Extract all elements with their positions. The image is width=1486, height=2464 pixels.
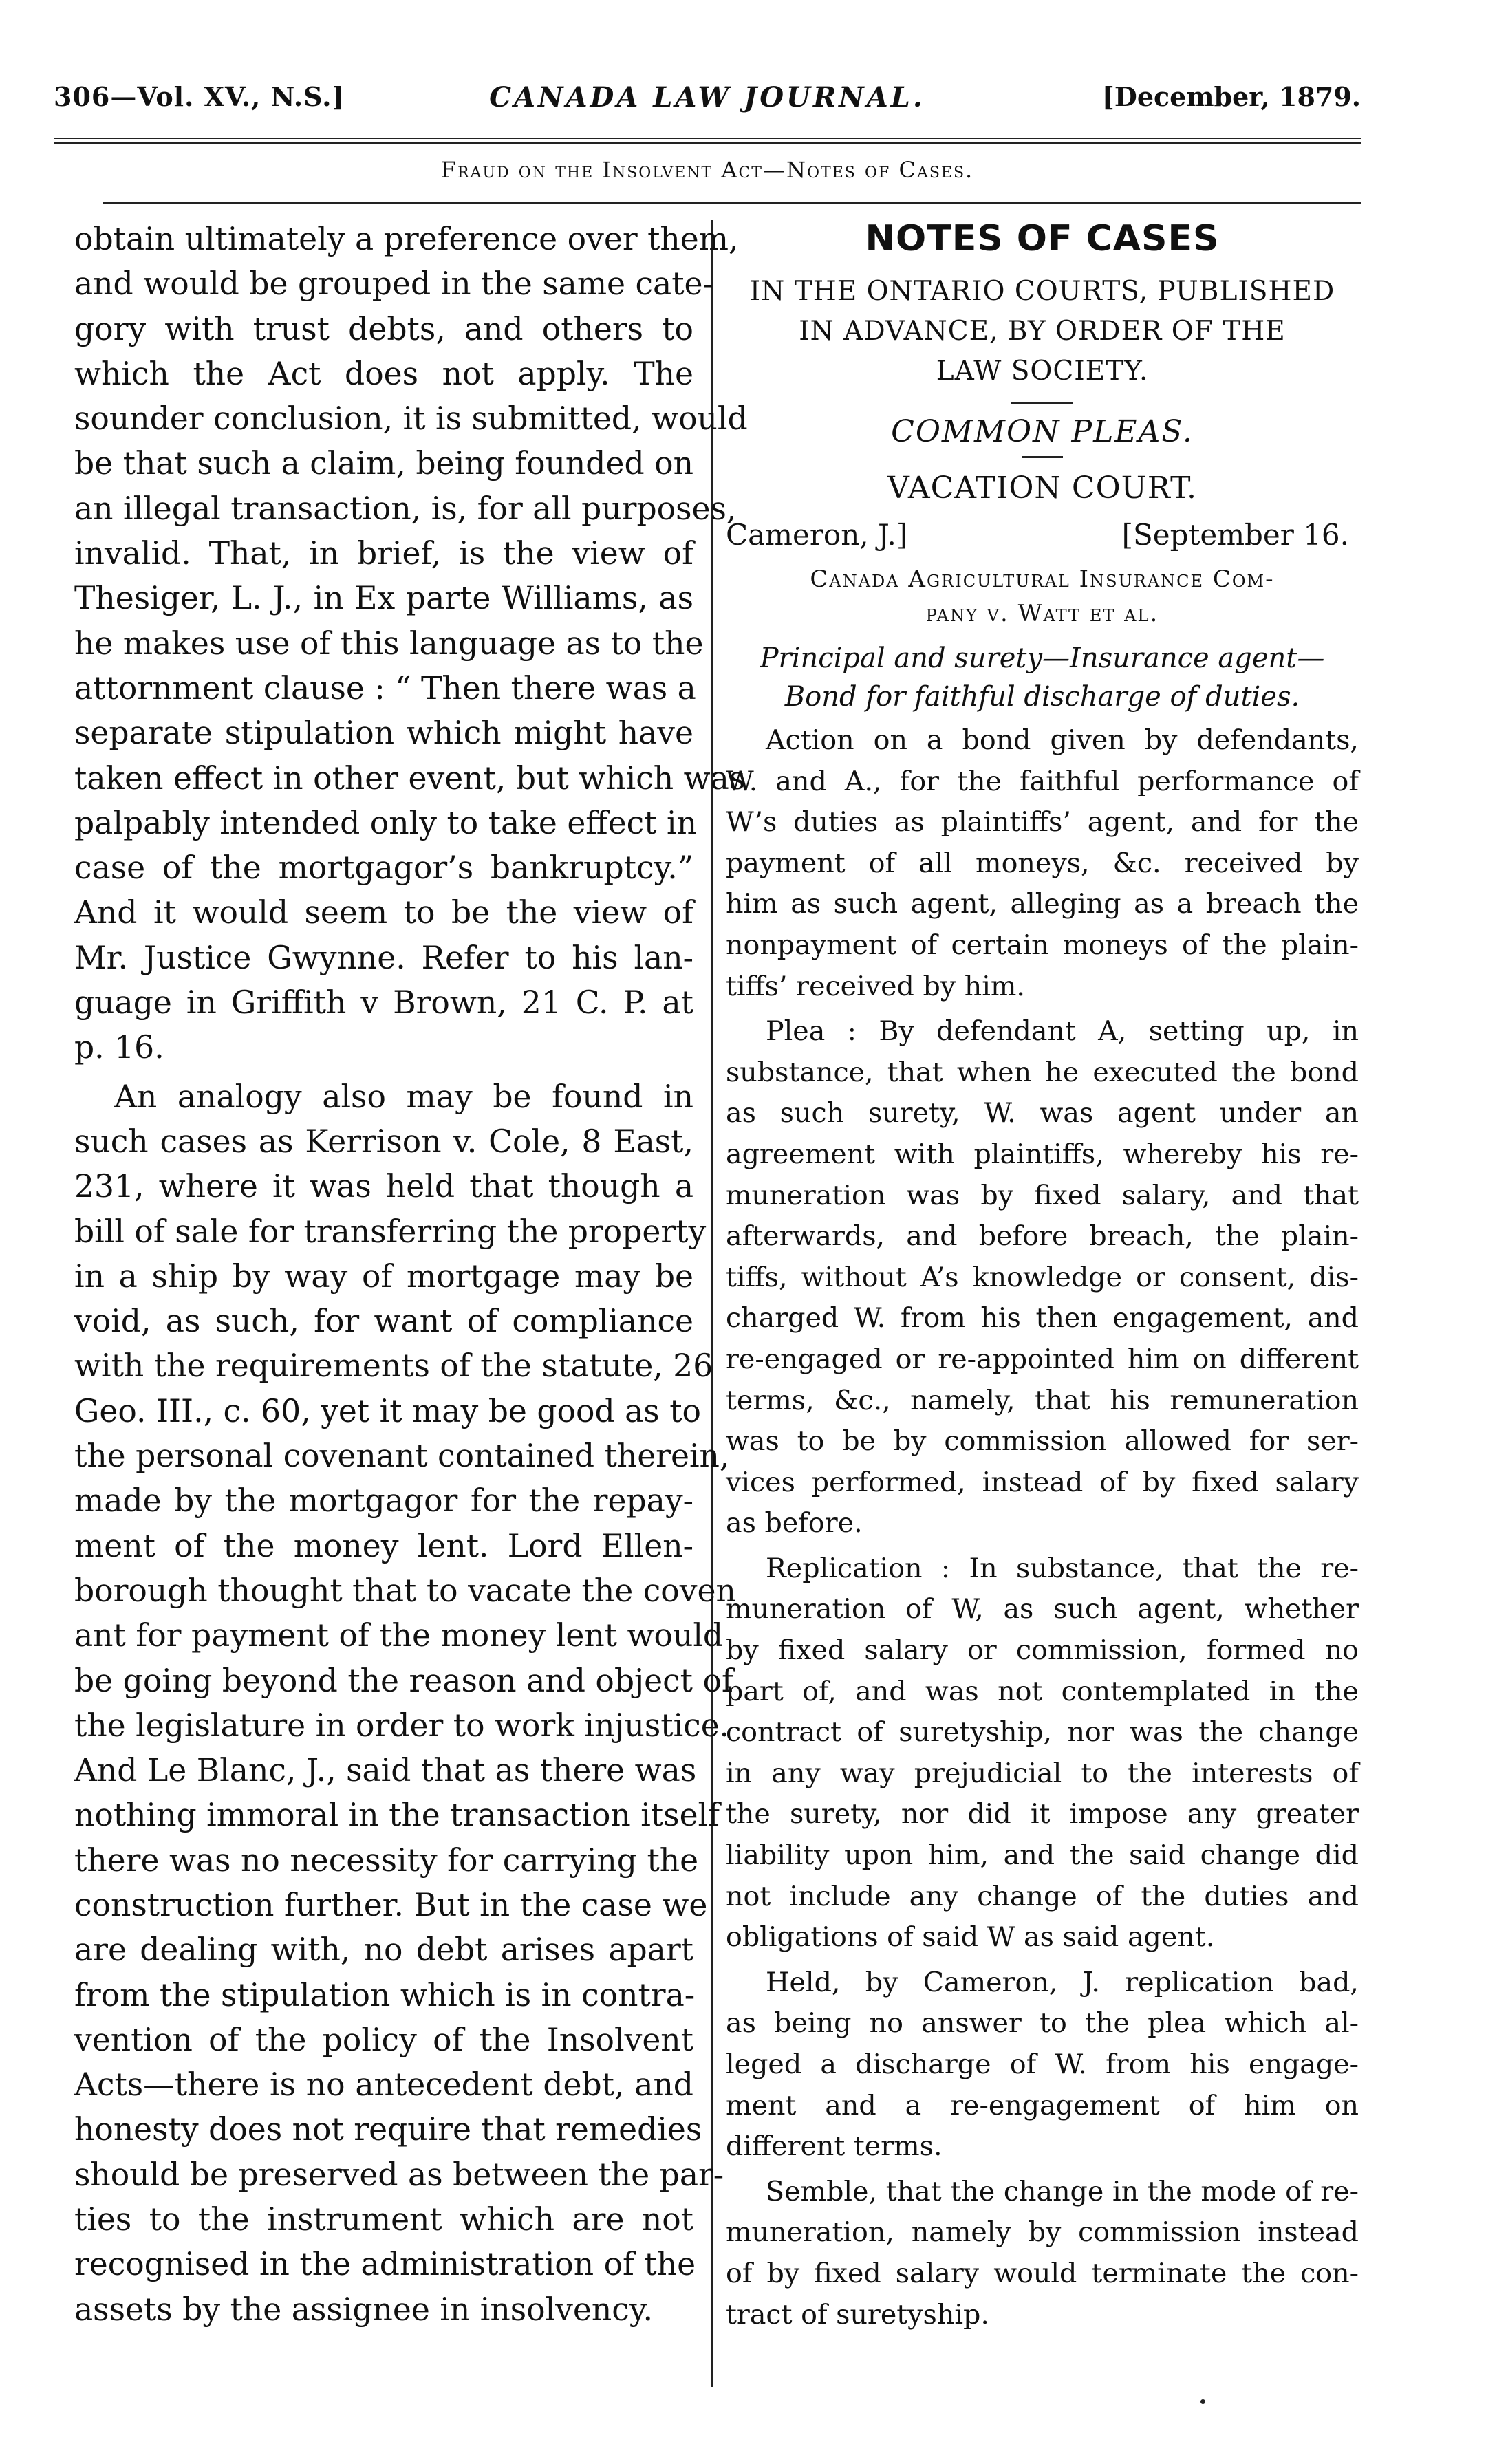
judge-name: Cameron, J.] (726, 518, 908, 552)
text-line: contract of suretyship, nor was the change (726, 1716, 1359, 1749)
text-line: an illegal transaction, is, for all purposes, (74, 490, 737, 527)
short-rule (1022, 456, 1063, 458)
text-line: tiffs, without A’s knowledge or consent, dis- (726, 1261, 1359, 1293)
short-rule (1011, 402, 1073, 404)
text-line: Acts—there is no antecedent debt, and (74, 2066, 693, 2104)
text-line: Replication : In substance, that the re- (766, 1552, 1359, 1584)
headnote-line: Bond for faithful discharge of duties. (784, 681, 1300, 713)
text-line: liability upon him, and the said change did (726, 1839, 1359, 1872)
text-line: nothing immoral in the transaction itself (74, 1797, 720, 1834)
text-line: void, as such, for want of compliance (74, 1303, 693, 1340)
text-line: An analogy also may be found in (114, 1078, 693, 1115)
text-line: muneration, namely by commission instead (726, 2216, 1359, 2249)
text-line: be that such a claim, being founded on (74, 445, 693, 482)
text-line: him as such agent, alleging as a breach the (726, 888, 1359, 920)
text-line: different terms. (726, 2130, 943, 2163)
text-line: tiffs’ received by him. (726, 970, 1025, 1002)
text-line: of by fixed salary would terminate the con- (726, 2257, 1359, 2289)
page-mark (1200, 2399, 1205, 2404)
text-line: Mr. Justice Gwynne. Refer to his lan- (74, 939, 693, 976)
text-line: he makes use of this language as to the (74, 625, 704, 662)
text-line: Semble, that the change in the mode of re- (766, 2175, 1359, 2207)
text-line: as being no answer to the plea which al- (726, 2007, 1359, 2040)
text-line: tract of suretyship. (726, 2298, 989, 2331)
decision-date: [September 16. (1121, 518, 1349, 552)
text-line: the personal covenant contained therein, (74, 1438, 730, 1475)
text-line: borough thought that to vacate the coven (74, 1572, 736, 1609)
text-line: muneration was by fixed salary, and that (726, 1179, 1359, 1211)
text-line: Geo. III., c. 60, yet it may be good as to (74, 1392, 701, 1429)
text-line: recognised in the administration of the (74, 2246, 696, 2283)
text-line: as such surety, W. was agent under an (726, 1097, 1359, 1130)
text-line: Thesiger, L. J., in Ex parte Williams, as (74, 580, 693, 617)
text-line: be going beyond the reason and object of (74, 1662, 733, 1699)
volume-label: 306—Vol. XV., N.S.] (54, 81, 345, 112)
text-line: vention of the policy of the Insolvent (74, 2021, 693, 2058)
headnote-line: Principal and surety—Insurance agent— (760, 642, 1325, 674)
paragraph-continuation (74, 217, 748, 1070)
text-line: should be preserved as between the par- (74, 2156, 724, 2193)
text-line: ment of the money lent. Lord Ellen- (74, 1527, 693, 1564)
left-column (74, 217, 748, 2332)
text-line: terms, &c., namely, that his remuneration (726, 1384, 1359, 1416)
text-line: And it would seem to be the view of (74, 894, 693, 931)
judge-date-line (726, 518, 1359, 558)
text-line: the legislature in order to work injustice. (74, 1707, 730, 1744)
text-line: not include any change of the duties and (726, 1880, 1359, 1912)
text-line: by fixed salary or commission, formed no (726, 1634, 1359, 1667)
text-line: agreement with plaintiffs, whereby his re- (726, 1138, 1359, 1170)
section-rule (103, 202, 1361, 204)
subtitle-line: IN THE ONTARIO COURTS, PUBLISHED (749, 276, 1335, 307)
text-line: made by the mortgagor for the repay- (74, 1482, 693, 1520)
text-line: in any way prejudicial to the interests of (726, 1757, 1359, 1789)
notes-title: NOTES OF CASES (865, 218, 1220, 259)
text-line: Plea : By defendant A, setting up, in (766, 1015, 1359, 1048)
right-column (726, 217, 1359, 2335)
text-line: charged W. from his then engagement, and (726, 1302, 1359, 1334)
text-line: with the requirements of the statute, 26 (74, 1348, 713, 1385)
text-line: vices performed, instead of by fixed salary (726, 1466, 1359, 1498)
running-header (54, 81, 1361, 129)
text-line: re-engaged or re-appointed him on different (726, 1343, 1359, 1375)
text-line: assets by the assignee in insolvency. (74, 2291, 653, 2328)
text-line: p. 16. (74, 1029, 164, 1066)
column-divider (711, 220, 713, 2387)
text-line: obligations of said W as said agent. (726, 1921, 1215, 1954)
text-line: 231, where it was held that though a (74, 1168, 693, 1205)
header-rule (54, 138, 1361, 144)
subcourt-heading: VACATION COURT. (887, 471, 1197, 506)
text-line: obtain ultimately a preference over them, (74, 221, 739, 257)
text-line: bill of sale for transferring the property (74, 1213, 707, 1250)
text-line: muneration of W, as such agent, whether (726, 1593, 1359, 1625)
text-line: W’s duties as plaintiffs’ agent, and for the (726, 806, 1359, 839)
text-line: W. and A., for the faithful performance of (726, 765, 1359, 797)
text-line: gory with trust debts, and others to (74, 310, 693, 347)
text-line: which the Act does not apply. The (74, 355, 693, 392)
text-line: the surety, nor did it impose any greater (726, 1798, 1359, 1830)
section-heading: Fraud on the Insolvent Act—Notes of Cases. (440, 157, 974, 183)
text-line: are dealing with, no debt arises apart (74, 1932, 693, 1969)
paragraph-semble (726, 2172, 1359, 2335)
text-line: ment and a re-engagement of him on (726, 2089, 1359, 2121)
text-line: construction further. But in the case we (74, 1886, 708, 1923)
text-line: nonpayment of certain moneys of the plain- (726, 929, 1359, 961)
text-line: payment of all moneys, &c. received by (726, 847, 1359, 879)
text-line: part of, and was not contemplated in the (726, 1675, 1359, 1707)
case-title-line: Canada Agricultural Insurance Com- (810, 565, 1275, 593)
text-line: there was no necessity for carrying the (74, 1841, 699, 1879)
issue-date: [December, 1879. (1101, 81, 1361, 112)
case-title (726, 562, 1359, 631)
subtitle-line: LAW SOCIETY. (936, 356, 1149, 387)
court-heading: COMMON PLEAS. (891, 414, 1194, 449)
text-line: leged a discharge of W. from his engage- (726, 2049, 1359, 2080)
paragraph-action (726, 720, 1359, 1007)
paragraph-analogy (74, 1074, 736, 2332)
text-line: Held, by Cameron, J. replication bad, (766, 1966, 1359, 1998)
text-line: honesty does not require that remedies (74, 2111, 702, 2148)
text-line: sounder conclusion, it is submitted, would (74, 400, 748, 437)
case-title-line: pany v. Watt et al. (925, 600, 1159, 627)
text-line: case of the mortgagor’s bankruptcy.” (74, 850, 693, 887)
text-line: And Le Blanc, J., said that as there was (74, 1752, 697, 1789)
text-line: and would be grouped in the same cate- (74, 266, 713, 303)
text-line: attornment clause : “ Then there was a (74, 669, 696, 706)
headnote (726, 639, 1359, 716)
paragraph-replication (726, 1548, 1359, 1958)
text-line: ant for payment of the money lent would (74, 1617, 724, 1654)
text-line: taken effect in other event, but which was (74, 759, 746, 797)
text-line: in a ship by way of mortgage may be (74, 1257, 693, 1295)
text-line: Action on a bond given by defendants, (766, 724, 1359, 756)
text-line: was to be by commission allowed for ser- (726, 1425, 1359, 1458)
text-line: palpably intended only to take effect in (74, 804, 697, 841)
subtitle-line: IN ADVANCE, BY ORDER OF THE (799, 316, 1286, 347)
text-line: afterwards, and before breach, the plain- (726, 1220, 1359, 1253)
text-line: ties to the instrument which are not (74, 2201, 693, 2238)
paragraph-held (726, 1963, 1359, 2168)
journal-title: CANADA LAW JOURNAL. (489, 81, 925, 114)
paragraph-plea (726, 1011, 1359, 1544)
text-line: guage in Griffith v Brown, 21 C. P. at (74, 984, 693, 1022)
text-line: separate stipulation which might have (74, 715, 693, 752)
text-line: as before. (726, 1507, 863, 1539)
notes-subtitle (726, 272, 1359, 391)
text-line: invalid. That, in brief, is the view of (74, 535, 693, 572)
text-line: from the stipulation which is in contra- (74, 1976, 696, 2013)
text-line: such cases as Kerrison v. Cole, 8 East, (74, 1123, 693, 1160)
text-line: substance, that when he executed the bond (726, 1056, 1359, 1088)
